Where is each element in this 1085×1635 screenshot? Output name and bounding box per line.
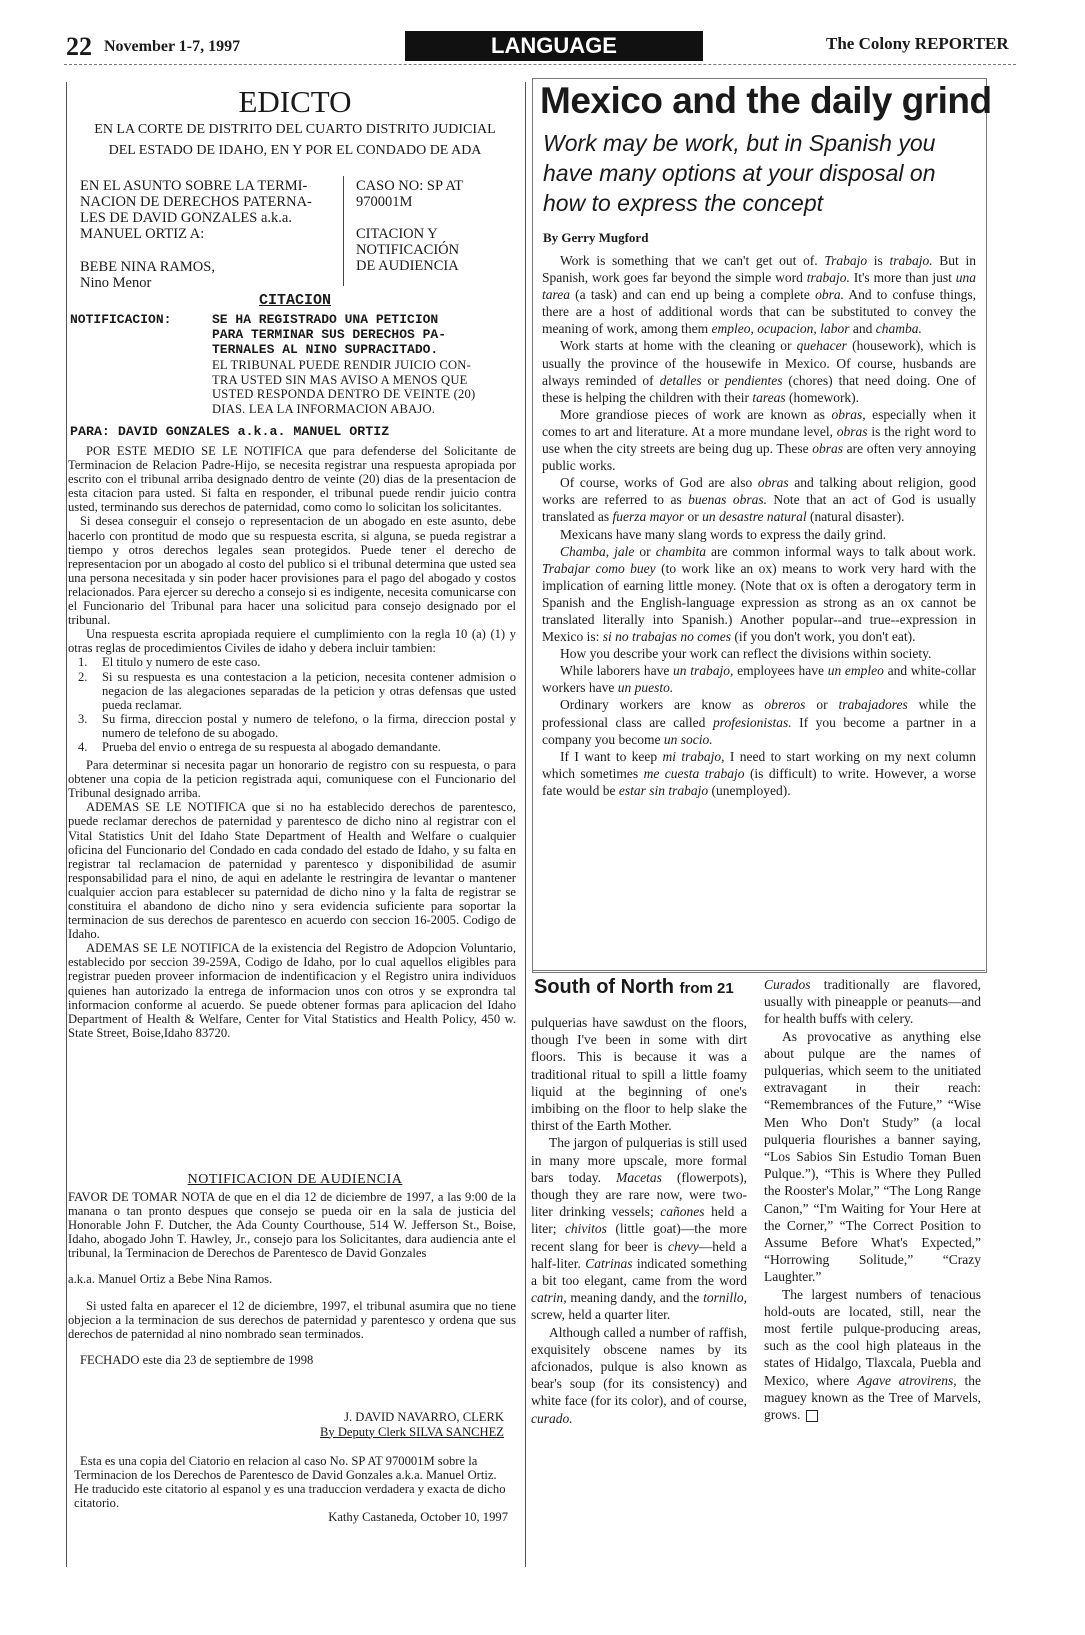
article-paragraph: While laborers have un trabajo, employees have un empleo and white-collar workers have un puesto. — [542, 663, 976, 696]
court-line-1: EN LA CORTE DE DISTRITO DEL CUARTO DISTRITO JUDICIAL — [94, 122, 496, 137]
edicto-paragraph: Una respuesta escrita apropiada requiere el cumplimiento con la regla 10 (a) (1) y otras reglas de procedimientos Civiles de idaho y debera incluir tambien: — [68, 627, 516, 656]
edicto-title: EDICTO — [238, 84, 352, 119]
article-deck: Work may be work, but in Spanish you have many options at your disposal on how to express the concept — [543, 130, 936, 216]
edicto-body — [68, 444, 516, 1040]
citacion-heading: CITACION — [258, 292, 331, 309]
matter-line: NACION DE DERECHOS PATERNA- — [80, 194, 312, 210]
list-number: 3. — [78, 711, 88, 726]
notificacion-label: NOTIFICACION: — [70, 312, 172, 327]
article-headline: Mexico and the daily grind — [540, 80, 992, 121]
jump-reference: from 21 — [679, 980, 734, 997]
notice-type-block — [356, 226, 516, 274]
para-line: PARA: DAVID GONZALES a.k.a. MANUEL ORTIZ — [70, 424, 390, 439]
final-paragraph-text: The largest numbers of tenacious hold-outs are located, still, near the most fertile pulque-producing areas, such as the cool high plateaus in the states of Hidalgo, Tlaxcala, Puebla and Mexico, where Agave atrovirens, the maguey known as the Tree of Marvels, grows. — [764, 1286, 982, 1423]
jump-title: South of North — [534, 976, 674, 998]
article-paragraph: Although called a number of raffish, exquisitely obscene names by its afcionados, pulque is also known as bear's soup (for its consistency) and white face (for its color), and of course, curado. — [531, 1324, 747, 1426]
edicto-paragraph: Para determinar si necesita pagar un honorario de registro con su respuesta, o para obtener una copia de la peticion registrada aqui, comuniquese con el Funcionario del Tribunal designado arriba. — [68, 758, 516, 801]
minor-label: Nino Menor — [80, 275, 152, 291]
requirements-list — [68, 655, 516, 754]
list-item — [78, 670, 516, 712]
south-of-north-column-2 — [764, 976, 981, 1423]
translator-text: Esta es una copia del Ciatorio en relacion al caso No. SP AT 970001M sobre la Terminacion de los Derechos de Parentesco de David Gonzales a.k.a. Manuel Ortiz. He traducido este citatorio al espanol y es una traduccion verdadera y exacta de dicho citatorio. — [74, 1454, 506, 1511]
issue-date: November 1-7, 1997 — [104, 38, 241, 55]
matter-block — [80, 178, 340, 242]
section-banner: LANGUAGE — [405, 31, 703, 61]
tribunal-line: EL TRIBUNAL PUEDE RENDIR JUICIO CON- — [212, 358, 471, 372]
notice-type-line: CITACION Y — [356, 226, 438, 242]
article-paragraph: Of course, works of God are also obras and talking about religion, good works are referred to as buenas obras. Note that an act of God is usually translated as fuerza mayor or un desastre natural (natural disaster). — [542, 475, 976, 525]
notificacion-line: PARA TERMINAR SUS DERECHOS PA- — [212, 327, 447, 342]
list-text: El titulo y numero de este caso. — [102, 655, 261, 670]
deputy-clerk: By Deputy Clerk SILVA SANCHEZ — [319, 1424, 504, 1439]
case-no-label: CASO NO: SP AT — [356, 178, 464, 194]
page-number: 22 — [66, 32, 92, 61]
notice-type-line: DE AUDIENCIA — [356, 258, 459, 274]
list-number: 1. — [78, 655, 88, 670]
case-number-block — [356, 178, 516, 210]
tribunal-line: TRA USTED SIN MAS AVISO A MENOS QUE — [212, 372, 468, 387]
fechado-line: FECHADO este dia 23 de septiembre de 1998 — [80, 1352, 314, 1367]
notice-type-line: NOTIFICACIÓN — [356, 242, 460, 258]
newspaper-name: The Colony REPORTER — [826, 34, 1009, 53]
article-paragraph: Chamba, jale or chambita are common informal ways to talk about work. Trabajar como buey (to work like an ox) means to work very hard with the implication of earning little money. (Note that ox is often a derogatory term in Spanish and the English-language expression as strong as an ox cannot be translated literally into Spanish.) Another popular--and true--expression in Mexico is: si no trabajas no comes (if you don't work, you don't eat). — [542, 543, 977, 645]
minor-block — [80, 259, 340, 291]
notificacion-line: TERNALES AL NINO SUPRACITADO. — [212, 342, 439, 357]
notificacion-line: SE HA REGISTRADO UNA PETICION — [212, 312, 439, 327]
clerk-signature — [300, 1410, 504, 1439]
article-paragraph: Work starts at home with the cleaning or quehacer (housework), which is usually the province of the housewife in Mexico. Of course, husbands are always reminded of detalles or pendientes (chores) that need doing. One of these is helping the children with their tareas (homework). — [542, 338, 976, 405]
list-number: 4. — [78, 739, 88, 754]
south-of-north-column-1 — [531, 1014, 747, 1427]
article-paragraph: pulquerias have sawdust on the floors, though I've been in some with dirt floors. This is because it was a traditional ritual to spill a little foamy liquid at the beginning of one's imbibing on the floor to help slake the thirst of the Earth Mother. — [531, 1015, 747, 1134]
article-paragraph — [764, 1286, 981, 1424]
article-paragraph: Work is something that we can't get out of. Trabajo is trabajo. But in Spanish, work goes far beyond the simple word trabajo. It's more than just una tarea (a task) and can end up being a complete obra. And to confuse things, there are a host of additional words that can be substituted to convey the meaning of work, among them empleo, ocupacion, labor and chamba. — [542, 253, 976, 337]
tribunal-warning — [212, 358, 520, 416]
article-paragraph: The jargon of pulquerias is still used in many more upscale, more formal bars today. Macetas (flowerpots), though they are rare now, were two-liter drinking vessels; cañones held a liter; chivitos (little goat)—the more recent slang for beer is chevy—held a half-liter. Catrinas indicated something a bit too elegant, came from the word catrin, meaning dandy, and the tornillo, screw, held a quarter liter. — [531, 1135, 748, 1323]
case-no-value: 970001M — [356, 194, 413, 210]
edicto-paragraph: Si desea conseguir el consejo o representacion de un abogado en este asunto, debe hacerlo con prontitud de modo que su respuesta escrita, si alguna, se pueda registrar a tiempo y otros derechos legales sean protegidos. Puede tener el derecho de representacion por un abogado al costo del publico si el tribunal determina que usted sea una persona necesitada y sin poder hacer provisiones para el pago del abogado y costos relacionados. Para ejercer su derecho a consejo si es indigente, necesita comunicarse con el Funcionario del Tribunal para hacer una solicitud para consejo designado por el tribunal. — [68, 514, 516, 628]
tribunal-line: USTED RESPONDA DENTRO DE VEINTE (20) — [212, 387, 476, 401]
edicto-paragraph: ADEMAS SE LE NOTIFICA de la existencia del Registro de Adopcion Voluntario, establecido por seccion 39-259A, Codigo de Idaho, por lo cual aquellos eligibles para registrar pueden proveer informacion de indentificacion y el Registro unira individuos quienes han autorizado la entrega de informacion unos con otros y se exprondra tal informacion conforme al acuerdo. Se puede obtener formas para aplicacion del Idaho Department of Health & Welfare, Center for Vital Statistics and Health Policy, 450 w. State Street, Boise,Idaho 83720. — [68, 941, 516, 1040]
translator-signature: Kathy Castaneda, October 10, 1997 — [328, 1510, 508, 1525]
case-divider — [343, 176, 344, 286]
edicto-paragraph: POR ESTE MEDIO SE LE NOTIFICA que para defenderse del Solicitante de Terminacion de Relacion Padre-Hijo, se necesita registrar una respuesta apropiada por escrito con el tribunal arriba designado dentro de veinte (20) dias de la presentacion de esta citacion para usted. Si falta en responder, el tribunal puede rendir juicio contra usted, terminando sus derechos de paternidad, como como lo solicitan los solicitantes. — [68, 444, 516, 515]
article-body — [542, 252, 976, 799]
article-paragraph: Mexicans have many slang words to express the daily grind. — [560, 526, 887, 542]
matter-line: MANUEL ORTIZ A: — [80, 226, 205, 242]
article-paragraph: More grandiose pieces of work are known as obras, especially when it comes to art and literature. At a more mundane level, obras is the right word to use when the city streets are being dug up. These obras are often very annoying public works. — [542, 406, 977, 474]
list-item — [78, 655, 516, 669]
list-number: 2. — [78, 669, 88, 684]
end-mark-icon — [806, 1410, 818, 1422]
list-text: Si su respuesta es una contestacion a la peticion, necesita contener admision o negacion de las alegaciones separadas de la peticion y otras defensas que usted pueda reclamar. — [102, 669, 516, 712]
hearing-notice — [68, 1190, 516, 1367]
list-item — [78, 712, 516, 740]
notificacion-text — [212, 312, 520, 357]
minor-name: BEBE NINA RAMOS, — [80, 259, 215, 275]
edicto-paragraph: Si usted falta en aparecer el 12 de diciembre, 1997, el tribunal asumira que no tiene objecion a la terminacion de sus derechos de paternidad y parentesco y ordena que sus derechos de paternidad al nino nombrado sean terminados. — [68, 1298, 516, 1341]
edicto-paragraph: FAVOR DE TOMAR NOTA de que en el dia 12 de diciembre de 1997, a las 9:00 de la manana o tan pronto despues que consejo se pueda oir en la sala de justicia del Honorable John F. Dutcher, the Ada County Courthouse, 514 W. Jefferson St., Boise, Idaho, abogado John T. Hawley, Jr., consejo para los Solicitantes, dara audiencia ante el tribunal, la Terminacion de Derechos de Parentesco de David Gonzales — [68, 1190, 516, 1261]
translator-note — [74, 1454, 508, 1524]
matter-line: EN EL ASUNTO SOBRE LA TERMI- — [80, 178, 308, 194]
section-divider — [532, 970, 985, 971]
clerk-name: J. DAVID NAVARRO, CLERK — [344, 1410, 504, 1424]
article-paragraph: How you describe your work can reflect the divisions within society. — [560, 646, 932, 662]
south-of-north-headline — [534, 976, 734, 999]
list-text: Prueba del envio o entrega de su respuesta al abogado demandante. — [102, 739, 441, 754]
edicto-paragraph: a.k.a. Manuel Ortiz a Bebe Nina Ramos. — [68, 1272, 273, 1287]
matter-line: LES DE DAVID GONZALES a.k.a. — [80, 210, 292, 226]
notificacion-audiencia-heading: NOTIFICACION DE AUDIENCIA — [187, 1172, 403, 1187]
list-text: Su firma, direccion postal y numero de telefono, o la firma, direccion postal y numero de telefono de su abogado. — [102, 711, 516, 740]
edicto-paragraph: ADEMAS SE LE NOTIFICA que si no ha establecido derechos de parentesco, puede reclamar derechos de paternidad y parentesco de dicho nino al registrar con el Vital Statistics Unit del Idaho State Department of Health and Welfare o cualquier oficina del Funcionario del Condado en cada condado del estado de Idaho, y su falta en registrar tal reclamacion de paternidad y parentesco y disponibilidad de asumir responsabilidad para el nino, de aqui en adelante le restringira de levantar o mantener cualquier accion para establecer su paternidad de dicho nino y la falta de registrar se constituira el abandono de dicho nino y sera evidencia suficiente para soportar la terminacion de sus derechos de parentesco en acuerdo con seccion 16-2005. Codigo de Idaho. — [68, 800, 516, 942]
tribunal-line: DIAS. LEA LA INFORMACION ABAJO. — [212, 401, 436, 416]
article-byline: By Gerry Mugford — [543, 230, 649, 245]
article-paragraph: As provocative as anything else about pulque are the names of pulquerias, which seem to the unitiated extravagant in their reach: “Remembrances of the Future,” “Wise Men Who Don't Study” (a local pulqueria flourishes a banner saying, “Los Sabios Sin Estudio Toman Buen Pulque.”), “This is Where they Pulled the Rooster's Molar,” “The Long Range Canon,” “I'm Waiting for Your Here at the Corner,” “The Correct Position to Assume Before What's Expected,” “Horrowing Solitude,” “Crazy Laughter.” — [764, 1028, 981, 1285]
article-paragraph: Curados traditionally are flavored, usually with pineapple or peanuts—and for health buffs with celery. — [764, 977, 981, 1027]
court-line-2: DEL ESTADO DE IDAHO, EN Y POR EL CONDADO DE ADA — [108, 143, 482, 158]
article-paragraph: If I want to keep mi trabajo, I need to start working on my next column which sometimes me cuesta trabajo (is difficult) to write. However, a worse fate would be estar sin trabajo (unemployed). — [542, 748, 976, 798]
header-rule — [64, 64, 1016, 65]
article-paragraph: Ordinary workers are know as obreros or trabajadores while the professional class are called profesionistas. If you become a partner in a company you become un socio. — [542, 697, 976, 747]
list-item — [78, 740, 516, 754]
